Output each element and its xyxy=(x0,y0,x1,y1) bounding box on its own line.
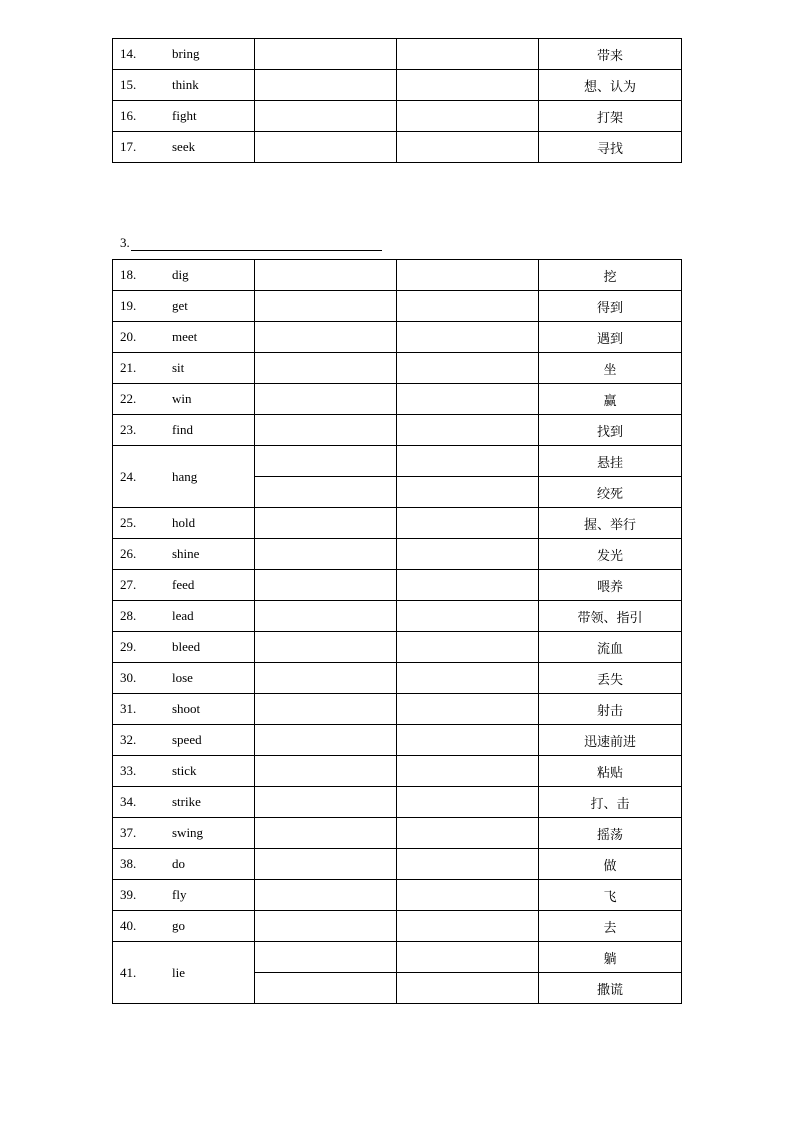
table-row xyxy=(113,508,682,539)
verb-table-2 xyxy=(112,259,682,1004)
item-number: 32. xyxy=(120,732,137,747)
table-row xyxy=(113,39,682,70)
table-row xyxy=(113,353,682,384)
verb-word: sit xyxy=(172,360,185,375)
chinese-meaning: 挖 xyxy=(539,260,682,291)
past-tense-blank[interactable] xyxy=(255,725,397,756)
past-tense-blank[interactable] xyxy=(255,132,397,163)
past-tense-blank[interactable] xyxy=(255,353,397,384)
past-tense-blank[interactable] xyxy=(255,818,397,849)
verb-cell xyxy=(113,260,255,291)
section-3-number: 3. xyxy=(120,235,130,250)
verb-word: strike xyxy=(172,794,201,809)
past-tense-blank[interactable] xyxy=(255,260,397,291)
table-row xyxy=(113,601,682,632)
past-participle-blank[interactable] xyxy=(397,260,539,291)
chinese-meaning: 找到 xyxy=(539,415,682,446)
past-participle-blank[interactable] xyxy=(397,570,539,601)
verb-cell xyxy=(113,725,255,756)
past-participle-blank[interactable] xyxy=(397,725,539,756)
past-participle-blank[interactable] xyxy=(397,973,539,1004)
verb-cell xyxy=(113,384,255,415)
item-number: 20. xyxy=(120,329,137,344)
chinese-meaning: 悬挂 xyxy=(539,446,682,477)
chinese-meaning: 迅速前进 xyxy=(539,725,682,756)
past-participle-blank[interactable] xyxy=(397,849,539,880)
item-number: 39. xyxy=(120,887,137,902)
table-row xyxy=(113,70,682,101)
past-tense-blank[interactable] xyxy=(255,291,397,322)
verb-word: shoot xyxy=(172,701,201,716)
verb-cell xyxy=(113,446,255,508)
past-participle-blank[interactable] xyxy=(397,942,539,973)
verb-word: hold xyxy=(172,515,196,530)
table-row xyxy=(113,632,682,663)
chinese-meaning: 去 xyxy=(539,911,682,942)
past-tense-blank[interactable] xyxy=(255,477,397,508)
chinese-meaning: 打架 xyxy=(539,101,682,132)
past-tense-blank[interactable] xyxy=(255,446,397,477)
table-row xyxy=(113,787,682,818)
verb-cell xyxy=(113,694,255,725)
past-tense-blank[interactable] xyxy=(255,973,397,1004)
past-participle-blank[interactable] xyxy=(397,632,539,663)
past-tense-blank[interactable] xyxy=(255,39,397,70)
chinese-meaning: 摇荡 xyxy=(539,818,682,849)
item-number: 40. xyxy=(120,918,137,933)
verb-word: fight xyxy=(172,108,197,123)
item-number: 28. xyxy=(120,608,137,623)
past-tense-blank[interactable] xyxy=(255,70,397,101)
verb-word: go xyxy=(172,918,185,933)
past-tense-blank[interactable] xyxy=(255,694,397,725)
table-row xyxy=(113,880,682,911)
table-row xyxy=(113,849,682,880)
verb-cell xyxy=(113,756,255,787)
verb-word: find xyxy=(172,422,193,437)
chinese-meaning: 躺 xyxy=(539,942,682,973)
table-row xyxy=(113,384,682,415)
verb-cell xyxy=(113,353,255,384)
past-participle-blank[interactable] xyxy=(397,446,539,477)
chinese-meaning: 想、认为 xyxy=(539,70,682,101)
item-number: 41. xyxy=(120,964,137,980)
item-number: 25. xyxy=(120,515,137,530)
past-participle-blank[interactable] xyxy=(397,694,539,725)
verb-word: lead xyxy=(172,608,194,623)
item-number: 27. xyxy=(120,577,137,592)
past-participle-blank[interactable] xyxy=(397,132,539,163)
item-number: 15. xyxy=(120,77,137,92)
verb-cell xyxy=(113,942,255,1004)
table-row xyxy=(113,570,682,601)
past-tense-blank[interactable] xyxy=(255,632,397,663)
past-tense-blank[interactable] xyxy=(255,508,397,539)
past-participle-blank[interactable] xyxy=(397,880,539,911)
verb-word: hang xyxy=(172,468,198,484)
past-tense-blank[interactable] xyxy=(255,849,397,880)
verb-cell xyxy=(113,415,255,446)
past-tense-blank[interactable] xyxy=(255,322,397,353)
item-number: 14. xyxy=(120,46,137,61)
past-participle-blank[interactable] xyxy=(397,756,539,787)
chinese-meaning: 射击 xyxy=(539,694,682,725)
verb-table-2-body xyxy=(113,260,682,1004)
verb-cell xyxy=(113,849,255,880)
verb-cell xyxy=(113,322,255,353)
item-number: 30. xyxy=(120,670,137,685)
verb-cell xyxy=(113,101,255,132)
item-number: 26. xyxy=(120,546,137,561)
item-number: 33. xyxy=(120,763,137,778)
chinese-meaning: 带领、指引 xyxy=(539,601,682,632)
chinese-meaning: 粘贴 xyxy=(539,756,682,787)
chinese-meaning: 丢失 xyxy=(539,663,682,694)
item-number: 16. xyxy=(120,108,137,123)
past-participle-blank[interactable] xyxy=(397,818,539,849)
verb-cell xyxy=(113,570,255,601)
table-row xyxy=(113,132,682,163)
table-row xyxy=(113,446,682,477)
verb-word: lie xyxy=(172,964,185,980)
table-row xyxy=(113,725,682,756)
chinese-meaning: 飞 xyxy=(539,880,682,911)
table-row xyxy=(113,911,682,942)
verb-word: seek xyxy=(172,139,196,154)
chinese-meaning: 打、击 xyxy=(539,787,682,818)
chinese-meaning: 做 xyxy=(539,849,682,880)
verb-cell xyxy=(113,70,255,101)
section-3-heading xyxy=(120,235,382,251)
past-participle-blank[interactable] xyxy=(397,539,539,570)
verb-word: fly xyxy=(172,887,187,902)
past-participle-blank[interactable] xyxy=(397,508,539,539)
item-number: 38. xyxy=(120,856,137,871)
table-row xyxy=(113,818,682,849)
past-tense-blank[interactable] xyxy=(255,942,397,973)
table-row xyxy=(113,539,682,570)
verb-word: do xyxy=(172,856,185,871)
verb-cell xyxy=(113,39,255,70)
verb-word: dig xyxy=(172,267,189,282)
verb-cell xyxy=(113,663,255,694)
item-number: 18. xyxy=(120,267,137,282)
verb-word: win xyxy=(172,391,192,406)
chinese-meaning: 带来 xyxy=(539,39,682,70)
past-participle-blank[interactable] xyxy=(397,70,539,101)
past-participle-blank[interactable] xyxy=(397,39,539,70)
verb-word: speed xyxy=(172,732,202,747)
chinese-meaning: 流血 xyxy=(539,632,682,663)
chinese-meaning: 得到 xyxy=(539,291,682,322)
item-number: 29. xyxy=(120,639,137,654)
table-row xyxy=(113,694,682,725)
past-tense-blank[interactable] xyxy=(255,756,397,787)
verb-table-1 xyxy=(112,38,682,163)
verb-cell xyxy=(113,911,255,942)
past-tense-blank[interactable] xyxy=(255,570,397,601)
past-participle-blank[interactable] xyxy=(397,477,539,508)
verb-cell xyxy=(113,880,255,911)
table-row xyxy=(113,756,682,787)
past-tense-blank[interactable] xyxy=(255,663,397,694)
item-number: 21. xyxy=(120,360,137,375)
past-participle-blank[interactable] xyxy=(397,353,539,384)
past-participle-blank[interactable] xyxy=(397,601,539,632)
past-tense-blank[interactable] xyxy=(255,880,397,911)
chinese-meaning: 撒谎 xyxy=(539,973,682,1004)
verb-cell xyxy=(113,601,255,632)
item-number: 37. xyxy=(120,825,137,840)
verb-cell xyxy=(113,291,255,322)
chinese-meaning: 发光 xyxy=(539,539,682,570)
table-row xyxy=(113,101,682,132)
chinese-meaning: 喂养 xyxy=(539,570,682,601)
chinese-meaning: 赢 xyxy=(539,384,682,415)
past-participle-blank[interactable] xyxy=(397,291,539,322)
table-row xyxy=(113,291,682,322)
item-number: 31. xyxy=(120,701,137,716)
past-participle-blank[interactable] xyxy=(397,787,539,818)
table-row xyxy=(113,663,682,694)
verb-cell xyxy=(113,539,255,570)
past-tense-blank[interactable] xyxy=(255,601,397,632)
table-row xyxy=(113,415,682,446)
verb-word: stick xyxy=(172,763,197,778)
verb-cell xyxy=(113,132,255,163)
verb-word: bring xyxy=(172,46,200,61)
item-number: 22. xyxy=(120,391,137,406)
verb-word: think xyxy=(172,77,199,92)
table-row xyxy=(113,942,682,973)
item-number: 23. xyxy=(120,422,137,437)
chinese-meaning: 握、举行 xyxy=(539,508,682,539)
verb-word: get xyxy=(172,298,188,313)
verb-word: meet xyxy=(172,329,198,344)
past-participle-blank[interactable] xyxy=(397,663,539,694)
chinese-meaning: 绞死 xyxy=(539,477,682,508)
verb-table-1-body xyxy=(113,39,682,163)
past-participle-blank[interactable] xyxy=(397,911,539,942)
past-tense-blank[interactable] xyxy=(255,415,397,446)
verb-cell xyxy=(113,632,255,663)
item-number: 17. xyxy=(120,139,137,154)
past-participle-blank[interactable] xyxy=(397,322,539,353)
verb-word: shine xyxy=(172,546,200,561)
past-participle-blank[interactable] xyxy=(397,415,539,446)
table-row xyxy=(113,322,682,353)
table-row xyxy=(113,260,682,291)
chinese-meaning: 寻找 xyxy=(539,132,682,163)
item-number: 19. xyxy=(120,298,137,313)
verb-word: lose xyxy=(172,670,193,685)
past-participle-blank[interactable] xyxy=(397,384,539,415)
verb-word: swing xyxy=(172,825,204,840)
past-tense-blank[interactable] xyxy=(255,911,397,942)
past-tense-blank[interactable] xyxy=(255,101,397,132)
past-tense-blank[interactable] xyxy=(255,384,397,415)
section-3-blank-line xyxy=(131,238,382,251)
verb-word: feed xyxy=(172,577,195,592)
verb-word: bleed xyxy=(172,639,201,654)
past-tense-blank[interactable] xyxy=(255,787,397,818)
verb-cell xyxy=(113,787,255,818)
chinese-meaning: 坐 xyxy=(539,353,682,384)
item-number: 34. xyxy=(120,794,137,809)
chinese-meaning: 遇到 xyxy=(539,322,682,353)
verb-cell xyxy=(113,508,255,539)
past-participle-blank[interactable] xyxy=(397,101,539,132)
verb-cell xyxy=(113,818,255,849)
past-tense-blank[interactable] xyxy=(255,539,397,570)
item-number: 24. xyxy=(120,468,137,484)
